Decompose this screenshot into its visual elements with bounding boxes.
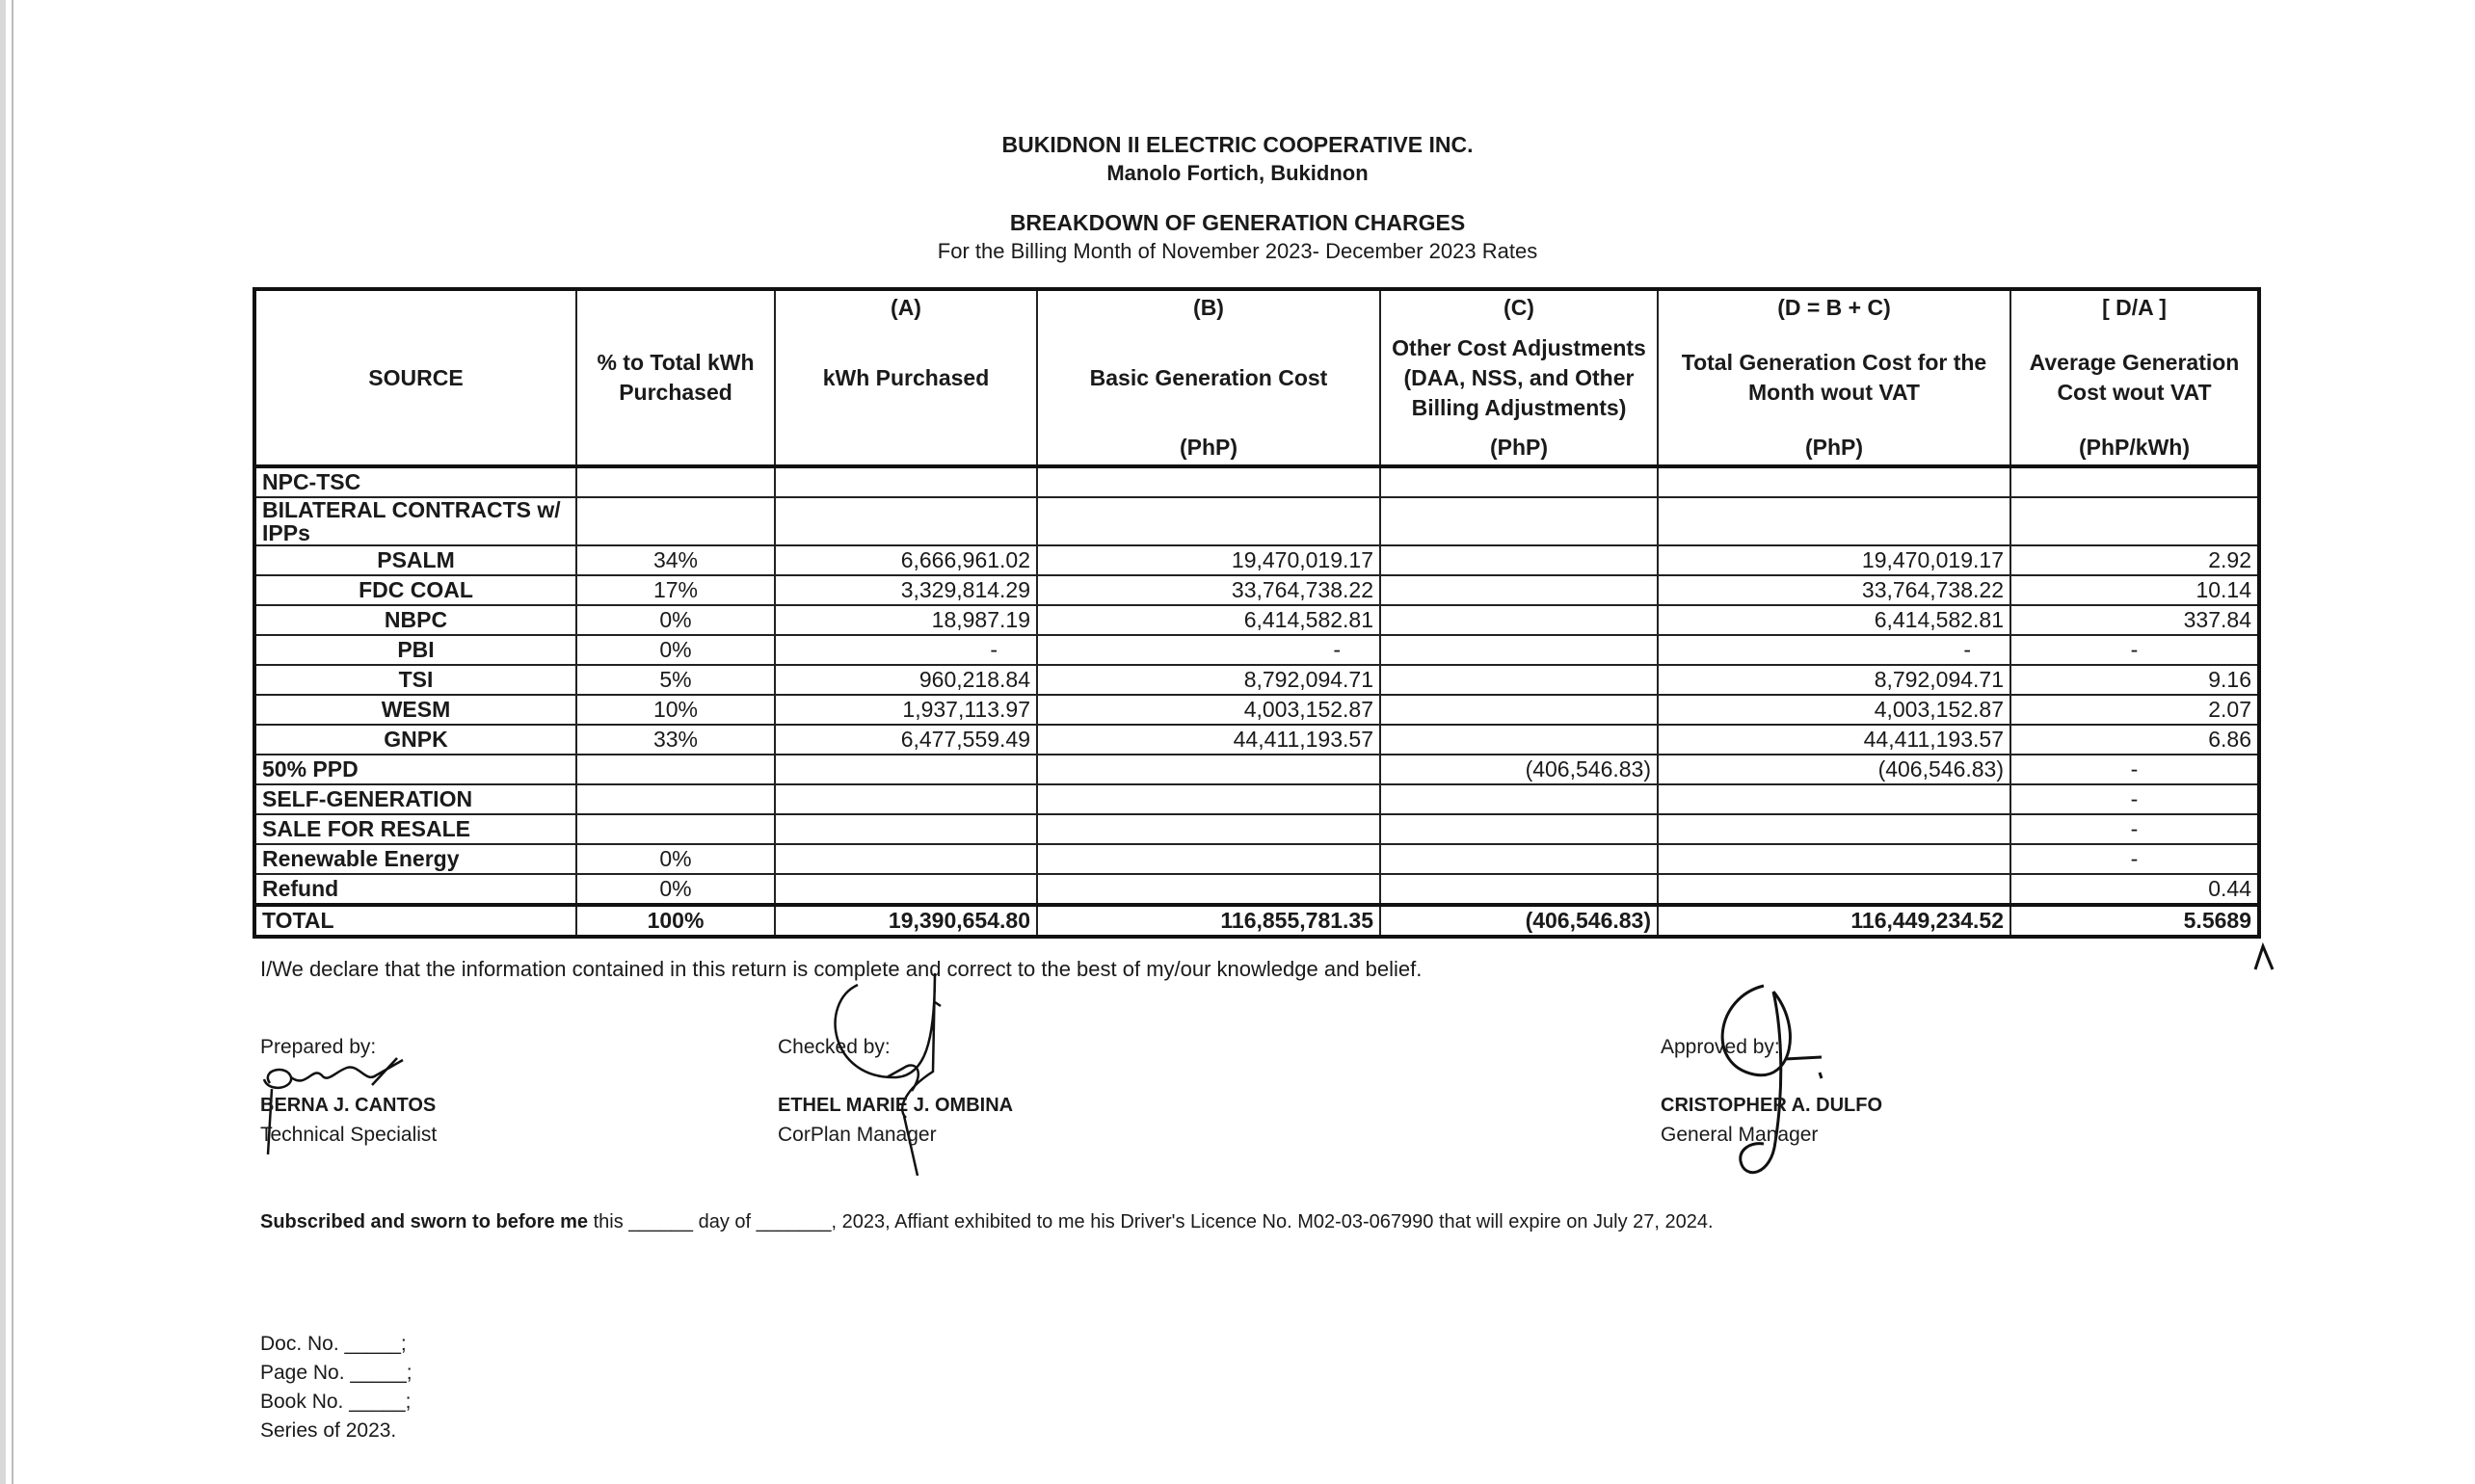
row-kwh: - bbox=[775, 635, 1037, 665]
row-percent: 0% bbox=[576, 605, 775, 635]
approved-signature bbox=[1687, 978, 1841, 1190]
row-total-cost: 6,414,582.81 bbox=[1658, 605, 2010, 635]
table-row bbox=[254, 695, 2259, 725]
col-header-source: SOURCE bbox=[254, 289, 576, 466]
total-other-cost: (406,546.83) bbox=[1380, 905, 1658, 937]
row-percent: 0% bbox=[576, 844, 775, 874]
checked-signature bbox=[790, 964, 1012, 1185]
row-percent: 5% bbox=[576, 665, 775, 695]
row-average-cost: 2.92 bbox=[2010, 545, 2259, 575]
row-basic-cost: - bbox=[1037, 635, 1380, 665]
col-header-basic-cost: (B) Basic Generation Cost (PhP) bbox=[1037, 289, 1380, 466]
row-average-cost: 9.16 bbox=[2010, 665, 2259, 695]
row-other-cost bbox=[1380, 575, 1658, 605]
row-basic-cost: 33,764,738.22 bbox=[1037, 575, 1380, 605]
row-basic-cost bbox=[1037, 755, 1380, 784]
row-total-cost: 8,792,094.71 bbox=[1658, 665, 2010, 695]
series-line: Series of 2023. bbox=[260, 1419, 397, 1442]
row-kwh: 960,218.84 bbox=[775, 665, 1037, 695]
row-kwh: 6,477,559.49 bbox=[775, 725, 1037, 755]
row-basic-cost bbox=[1037, 844, 1380, 874]
table-row bbox=[254, 814, 2259, 844]
row-source: Refund bbox=[254, 874, 576, 905]
row-kwh: 3,329,814.29 bbox=[775, 575, 1037, 605]
doc-number-line: Doc. No. _____; bbox=[260, 1333, 407, 1355]
row-percent bbox=[576, 755, 775, 784]
approved-by-name: CRISTOPHER A. DULFO bbox=[1661, 1095, 1883, 1116]
row-total-cost: - bbox=[1658, 635, 2010, 665]
company-name: BUKIDNON II ELECTRIC COOPERATIVE INC. bbox=[1001, 132, 1474, 157]
row-total-cost: 4,003,152.87 bbox=[1658, 695, 2010, 725]
row-source: SELF-GENERATION bbox=[254, 784, 576, 814]
row-source: SALE FOR RESALE bbox=[254, 814, 576, 844]
row-kwh bbox=[775, 755, 1037, 784]
col-header-kwh: (A) kWh Purchased bbox=[775, 289, 1037, 466]
row-source: 50% PPD bbox=[254, 755, 576, 784]
row-kwh bbox=[775, 784, 1037, 814]
col-header-total-cost: (D = B + C) Total Generation Cost for the Month wout VAT (PhP) bbox=[1658, 289, 2010, 466]
total-kwh: 19,390,654.80 bbox=[775, 905, 1037, 937]
row-source: GNPK bbox=[254, 725, 576, 755]
total-basic-cost: 116,855,781.35 bbox=[1037, 905, 1380, 937]
row-percent: 10% bbox=[576, 695, 775, 725]
row-other-cost bbox=[1380, 695, 1658, 725]
row-other-cost bbox=[1380, 497, 1658, 545]
row-other-cost bbox=[1380, 874, 1658, 905]
sworn-statement-rest: this ______ day of _______, 2023, Affiant exhibited to me his Driver's Licence No. M02-03-067990 that will expire on July 27, 2024. bbox=[588, 1211, 1714, 1232]
row-total-cost: (406,546.83) bbox=[1658, 755, 2010, 784]
row-other-cost bbox=[1380, 814, 1658, 844]
row-average-cost: 6.86 bbox=[2010, 725, 2259, 755]
row-average-cost: - bbox=[2010, 814, 2259, 844]
row-total-cost: 44,411,193.57 bbox=[1658, 725, 2010, 755]
row-source: BILATERAL CONTRACTS w/ IPPs bbox=[254, 497, 576, 545]
table-row bbox=[254, 466, 2259, 497]
row-total-cost bbox=[1658, 466, 2010, 497]
checked-by-label: Checked by: bbox=[778, 1036, 891, 1058]
table-row bbox=[254, 784, 2259, 814]
row-basic-cost: 44,411,193.57 bbox=[1037, 725, 1380, 755]
row-average-cost: - bbox=[2010, 755, 2259, 784]
row-average-cost: - bbox=[2010, 635, 2259, 665]
prepared-by-role: Technical Specialist bbox=[260, 1124, 438, 1146]
row-average-cost: - bbox=[2010, 784, 2259, 814]
row-kwh: 1,937,113.97 bbox=[775, 695, 1037, 725]
table-row bbox=[254, 545, 2259, 575]
row-basic-cost bbox=[1037, 466, 1380, 497]
row-source: PSALM bbox=[254, 545, 576, 575]
approved-by-label: Approved by: bbox=[1661, 1036, 1780, 1058]
row-basic-cost: 19,470,019.17 bbox=[1037, 545, 1380, 575]
row-basic-cost: 4,003,152.87 bbox=[1037, 695, 1380, 725]
table-row bbox=[254, 665, 2259, 695]
row-other-cost bbox=[1380, 635, 1658, 665]
row-percent: 0% bbox=[576, 635, 775, 665]
approved-by-role: General Manager bbox=[1661, 1124, 1819, 1146]
row-percent: 33% bbox=[576, 725, 775, 755]
row-average-cost: 0.44 bbox=[2010, 874, 2259, 905]
company-location: Manolo Fortich, Bukidnon bbox=[1106, 161, 1369, 185]
col-header-average-cost: [ D/A ] Average Generation Cost wout VAT (PhP/kWh) bbox=[2010, 289, 2259, 466]
row-basic-cost bbox=[1037, 874, 1380, 905]
row-source: FDC COAL bbox=[254, 575, 576, 605]
row-basic-cost bbox=[1037, 497, 1380, 545]
table-row bbox=[254, 755, 2259, 784]
row-percent: 0% bbox=[576, 874, 775, 905]
row-average-cost bbox=[2010, 497, 2259, 545]
row-total-cost bbox=[1658, 497, 2010, 545]
billing-period: For the Billing Month of November 2023- December 2023 Rates bbox=[937, 239, 1538, 263]
row-total-cost: 19,470,019.17 bbox=[1658, 545, 2010, 575]
caret-mark bbox=[2251, 942, 2276, 971]
row-basic-cost: 6,414,582.81 bbox=[1037, 605, 1380, 635]
row-kwh bbox=[775, 814, 1037, 844]
row-percent bbox=[576, 814, 775, 844]
book-number-line: Book No. _____; bbox=[260, 1391, 412, 1413]
row-basic-cost bbox=[1037, 814, 1380, 844]
row-source: WESM bbox=[254, 695, 576, 725]
row-kwh bbox=[775, 844, 1037, 874]
row-basic-cost: 8,792,094.71 bbox=[1037, 665, 1380, 695]
table-row bbox=[254, 635, 2259, 665]
total-total-cost: 116,449,234.52 bbox=[1658, 905, 2010, 937]
row-average-cost bbox=[2010, 466, 2259, 497]
table-header-row bbox=[254, 289, 2259, 466]
col-header-percent: % to Total kWh Purchased bbox=[576, 289, 775, 466]
row-kwh bbox=[775, 466, 1037, 497]
row-other-cost bbox=[1380, 725, 1658, 755]
table-row bbox=[254, 844, 2259, 874]
row-other-cost bbox=[1380, 545, 1658, 575]
row-other-cost bbox=[1380, 784, 1658, 814]
row-source: Renewable Energy bbox=[254, 844, 576, 874]
table-row bbox=[254, 575, 2259, 605]
checked-by-name: ETHEL MARIE J. OMBINA bbox=[778, 1095, 1014, 1116]
declaration-text: I/We declare that the information contained in this return is complete and correct to the best of my/our knowledge and belief. bbox=[260, 957, 1423, 981]
row-average-cost: 2.07 bbox=[2010, 695, 2259, 725]
row-kwh: 18,987.19 bbox=[775, 605, 1037, 635]
row-total-cost bbox=[1658, 784, 2010, 814]
row-percent bbox=[576, 497, 775, 545]
row-other-cost bbox=[1380, 466, 1658, 497]
total-average-cost: 5.5689 bbox=[2010, 905, 2259, 937]
row-total-cost bbox=[1658, 814, 2010, 844]
table-total-row bbox=[254, 905, 2259, 937]
total-percent: 100% bbox=[576, 905, 775, 937]
table-row bbox=[254, 605, 2259, 635]
report-title: BREAKDOWN OF GENERATION CHARGES bbox=[1009, 210, 1466, 235]
row-other-cost: (406,546.83) bbox=[1380, 755, 1658, 784]
col-header-other-cost: (C) Other Cost Adjustments (DAA, NSS, and Other Billing Adjustments) (PhP) bbox=[1380, 289, 1658, 466]
row-total-cost bbox=[1658, 844, 2010, 874]
row-source: TSI bbox=[254, 665, 576, 695]
row-kwh bbox=[775, 497, 1037, 545]
row-kwh: 6,666,961.02 bbox=[775, 545, 1037, 575]
generation-charges-table bbox=[253, 287, 2261, 939]
prepared-by-name: BERNA J. CANTOS bbox=[260, 1095, 437, 1116]
row-other-cost bbox=[1380, 605, 1658, 635]
sworn-statement-bold: Subscribed and sworn to before me bbox=[260, 1211, 589, 1232]
row-percent: 34% bbox=[576, 545, 775, 575]
sworn-statement bbox=[260, 1211, 1714, 1233]
row-total-cost: 33,764,738.22 bbox=[1658, 575, 2010, 605]
row-average-cost: 337.84 bbox=[2010, 605, 2259, 635]
row-other-cost bbox=[1380, 844, 1658, 874]
row-source: PBI bbox=[254, 635, 576, 665]
table-row bbox=[254, 874, 2259, 905]
row-kwh bbox=[775, 874, 1037, 905]
row-other-cost bbox=[1380, 665, 1658, 695]
row-basic-cost bbox=[1037, 784, 1380, 814]
checked-by-role: CorPlan Manager bbox=[778, 1124, 937, 1146]
prepared-by-label: Prepared by: bbox=[260, 1036, 377, 1058]
table-row bbox=[254, 497, 2259, 545]
row-percent bbox=[576, 466, 775, 497]
row-average-cost: - bbox=[2010, 844, 2259, 874]
row-source: NBPC bbox=[254, 605, 576, 635]
row-total-cost bbox=[1658, 874, 2010, 905]
page-number-line: Page No. _____; bbox=[260, 1362, 412, 1384]
row-average-cost: 10.14 bbox=[2010, 575, 2259, 605]
row-percent bbox=[576, 784, 775, 814]
row-source: NPC-TSC bbox=[254, 466, 576, 497]
row-percent: 17% bbox=[576, 575, 775, 605]
total-source: TOTAL bbox=[254, 905, 576, 937]
table-row bbox=[254, 725, 2259, 755]
